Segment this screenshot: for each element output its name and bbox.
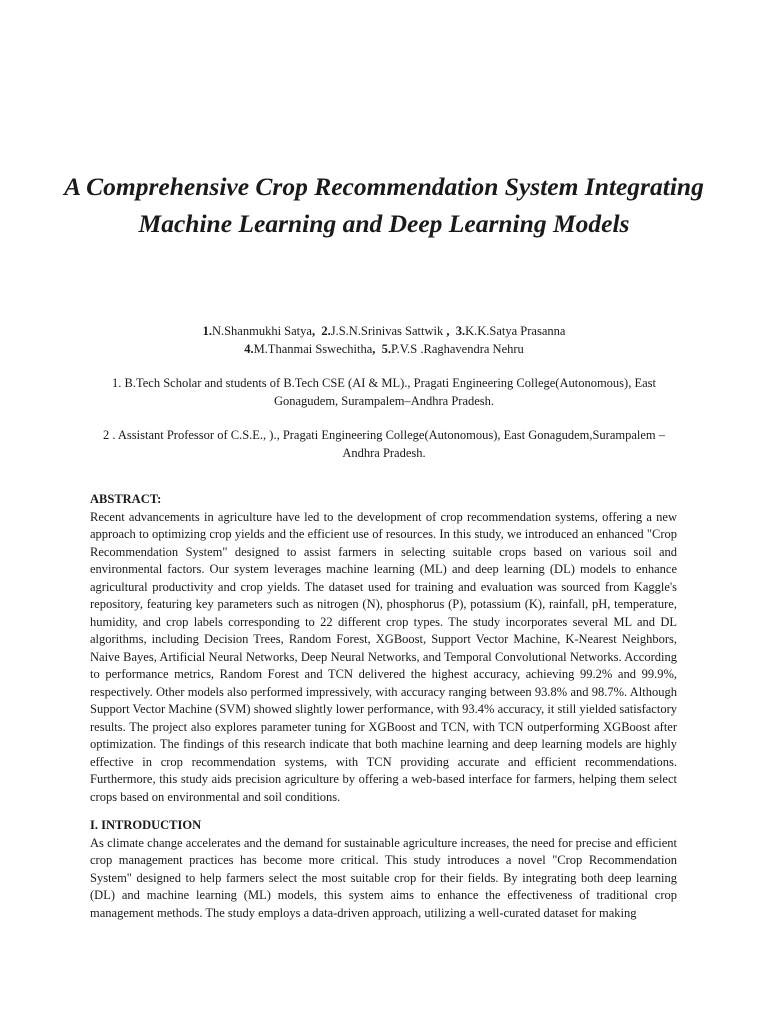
author-1: [203, 324, 312, 338]
introduction-text: As climate change accelerates and the demand for sustainable agriculture increases, the need for precise and efficient crop management practices has become more critical. This study introduces a novel "Crop Recommendation System" designed to help farmers select the most suitable crop for their fields. By integrating both deep learning (DL) and machine learning (ML) models, this system aims to enhance the effectiveness of traditional crop management methods. The study employs a data-driven approach, utilizing a well-curated dataset for making: [90, 835, 677, 920]
author-name: N.Shanmukhi Satya: [211, 324, 312, 338]
abstract-heading: ABSTRACT:: [90, 492, 162, 506]
author-line-1: [60, 322, 708, 340]
author-number: 3.: [455, 324, 466, 338]
author-3: [456, 324, 566, 338]
abstract-section: [90, 491, 677, 806]
author-separator: ,: [443, 324, 456, 338]
author-4: [244, 342, 372, 356]
author-5: [382, 342, 524, 356]
introduction-section: [90, 817, 677, 922]
affiliation-1: 1. B.Tech Scholar and students of B.Tech CSE (AI & ML)., Pragati Engineering College(Autonomous), East Gonagudem, Surampalem–Andhra Pradesh.: [112, 376, 656, 408]
author-2: [321, 324, 443, 338]
author-name: K.K.Satya Prasanna: [465, 324, 566, 338]
author-line-2: [60, 340, 708, 358]
author-list: [60, 322, 708, 358]
author-separator: ,: [311, 324, 322, 338]
introduction-heading: I. INTRODUCTION: [90, 818, 202, 832]
author-number: 1.: [202, 324, 212, 338]
author-number: 4.: [244, 342, 254, 356]
paper-title: A Comprehensive Crop Recommendation System Integrating Machine Learning and Deep Learning Models: [64, 172, 704, 238]
author-name: P.V.S .Raghavendra Nehru: [391, 342, 524, 356]
abstract-text: Recent advancements in agriculture have led to the development of crop recommendation systems, offering a new approach to optimizing crop yields and the efficient use of resources. In this study, we introduced an enhanced "Crop Recommendation System" designed to assist farmers in selecting suitable crops based on various soil and environmental factors. Our system leverages machine learning (ML) and deep learning (DL) models to enhance agricultural productivity and crop yields. The dataset used for training and evaluation was sourced from Kaggle's repository, featuring key parameters such as nitrogen (N), phosphorus (P), potassium (K), rainfall, pH, temperature, humidity, and crop labels corresponding to 22 different crop types. The study incorporates several ML and DL algorithms, including Decision Trees, Random Forest, XGBoost, Support Vector Machine, K-Nearest Neighbors, Naive Bayes, Artificial Neural Networks, Deep Neural Networks, and Temporal Convolutional Networks. According to performance metrics, Random Forest and TCN delivered the highest accuracy, achieving 99.2% and 99.9%, respectively. Other models also performed impressively, with accuracy ranging between 93.8% and 98.7%. Although Support Vector Machine (SVM) showed slightly lower performance, with 93.4% accuracy, it still yielded satisfactory results. The project also explores parameter tuning for XGBoost and TCN, with TCN outperforming XGBoost after optimization. The findings of this research indicate that both machine learning and deep learning models are highly effective in crop recommendation systems, with TCN providing accurate and efficient recommendations. Furthermore, this study aids precision agriculture by offering a web-based interface for farmers, helping them select crops based on environmental and soil conditions.: [90, 509, 677, 804]
author-name: M.Thanmai Sswechitha: [253, 342, 373, 356]
affiliation-2: 2 . Assistant Professor of C.S.E., )., Pragati Engineering College(Autonomous), East Gonagudem,Surampalem – Andhra Pradesh.: [102, 428, 666, 460]
author-number: 2.: [321, 324, 331, 338]
author-separator: ,: [372, 342, 382, 356]
author-name: J.S.N.Srinivas Sattwik: [330, 324, 444, 338]
author-number: 5.: [381, 342, 392, 356]
